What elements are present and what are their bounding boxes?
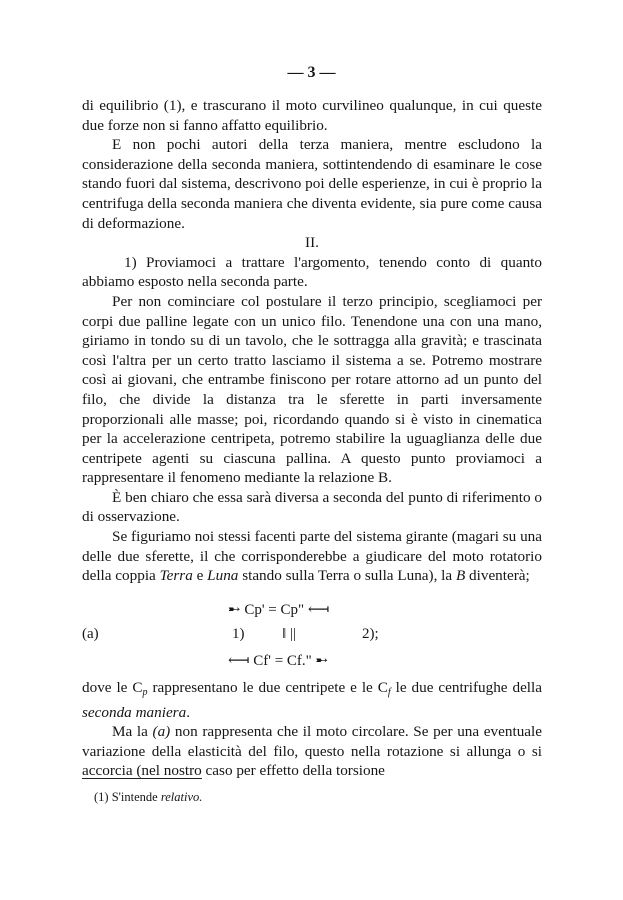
p8-text-a: Ma la — [112, 723, 153, 741]
formula-a — [82, 594, 542, 672]
text-block-bottom — [82, 678, 542, 781]
p6-B: B — [455, 567, 466, 585]
p7-text-b: rappresentano le due centripete e le C — [147, 679, 388, 696]
p6-text-c: diventerà; — [465, 567, 530, 585]
footnote-text: (1) S'intende — [94, 790, 161, 804]
page-number: — 3 — — [287, 64, 336, 81]
paragraph-5: È ben chiaro che essa sarà diversa a seconda del punto di riferimento o di osservazione. — [82, 488, 542, 526]
p6-terra: Terra — [159, 567, 193, 585]
p7-sub-p: p — [142, 687, 148, 698]
p8-text-b: non rappresenta che il moto circolare. Se per una eventuale variazione della elasticità del filo, questo nella rotazione si allunga o si accorcia (nel nostro caso per effetto della torsione — [82, 723, 542, 780]
p7-text-a: dove le C — [82, 679, 143, 696]
formula-bottom-line: ⟻ Cf' = Cf." ➸ — [228, 653, 329, 669]
footnote — [94, 790, 202, 805]
p6-luna: Luna — [207, 567, 239, 585]
paragraph-1: di equilibrio (1), e trascurano il moto curvilineo qualunque, in cui queste due forze non si fanno affatto equilibrio. — [82, 97, 542, 134]
formula-label: (a) — [82, 626, 99, 642]
formula-right-number: 2); — [362, 626, 379, 642]
p6-text-e: e — [192, 567, 208, 585]
paragraph-8 — [82, 722, 542, 781]
formula-bars: ‖ || — [282, 626, 296, 642]
p6-text-b: stando sulla Terra o sulla Luna), la — [238, 567, 456, 585]
paragraph-6 — [82, 527, 542, 586]
footnote-emph: relativo. — [160, 790, 203, 804]
p6-text-a: Se figuriamo noi stessi facenti parte del sistema girante (magari su una delle due sferette, il che corrisponderebbe a giudicare del moto rotatorio della coppia — [82, 528, 542, 585]
formula-left-number: 1) — [232, 626, 245, 642]
p7-text-c: le due centrifughe della — [390, 679, 542, 696]
formula-top-line: ➸ Cp' = Cp" ⟻ — [228, 602, 330, 618]
paragraph-7 — [82, 678, 542, 722]
p7-text-d: . — [186, 703, 190, 721]
p7-sub-f: f — [387, 687, 391, 698]
footnote-rule — [82, 778, 202, 779]
text-block-top — [82, 96, 542, 586]
paragraph-3: 1) Proviamoci a trattare l'argomento, tenendo conto di quanto abbiamo esposto nella seconda parte. — [82, 253, 542, 291]
paragraph-2: E non pochi autori della terza maniera, mentre escludono la considerazione della seconda maniera, sottintendendo di esaminare le cose stando fuori dal sistema, descrivono poi delle esperienze, in cui è proprio la centrifuga della seconda maniera che diventa evidente, sia pure come causa di deformazione. — [82, 136, 542, 232]
p7-seconda-maniera: seconda maniera — [82, 703, 187, 721]
p8-ref: (a) — [152, 723, 171, 741]
section-heading: II. — [305, 234, 319, 252]
paragraph-4: Per non cominciare col postulare il terzo principio, scegliamoci per corpi due palline legate con un unico filo. Tenendone una con una mano, giriamo in tondo su di un tavolo, che le sottragga alla gravità; e trascinata così l'altra per un certo tratto lasciamo il sistema a se. Potremo mostrare così ai giovani, che entrambe finiscono per rotare attorno ad un punto del filo, che divide la distanza tra le sferette in parti inversamente proporzionali alle masse; poi, ricordando quando si è visto in cinematica per la accelerazione centripeta, potremo stabilire la uguaglianza delle due centripete agenti su ciascuna pallina. A questo punto proviamoci a rappresentare il fenomeno mediante la relazione B. — [82, 292, 542, 487]
